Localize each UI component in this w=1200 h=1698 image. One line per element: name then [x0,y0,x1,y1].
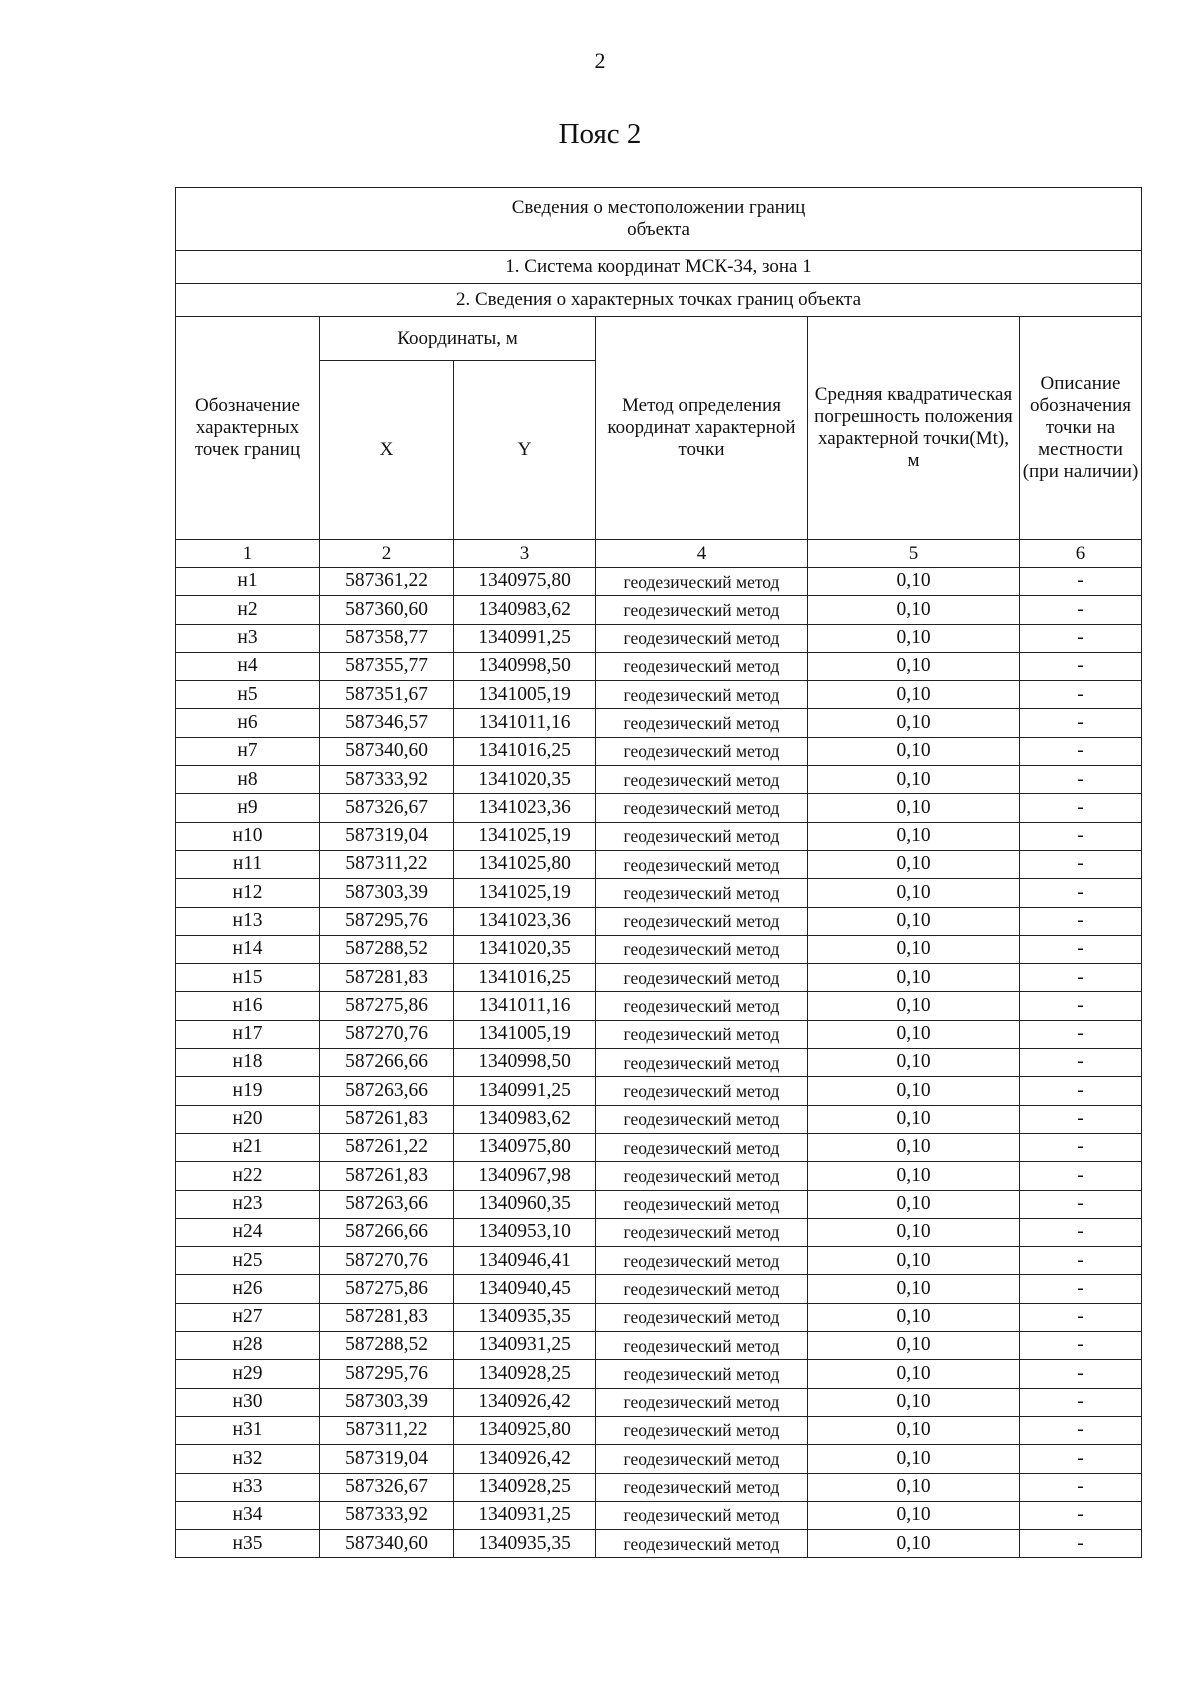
y-cell: 1340953,10 [454,1218,596,1246]
description-cell: - [1020,907,1142,935]
description-cell: - [1020,850,1142,878]
table-row [176,794,1142,822]
description-cell: - [1020,624,1142,652]
y-header: Y [454,361,596,540]
table-row [176,624,1142,652]
x-cell: 587340,60 [320,737,454,765]
x-cell: 587275,86 [320,1275,454,1303]
point-cell: н2 [176,596,320,624]
y-cell: 1341025,80 [454,850,596,878]
y-cell: 1340998,50 [454,652,596,680]
column-number: 4 [596,540,808,568]
method-cell: геодезический метод [596,850,808,878]
point-cell: н3 [176,624,320,652]
point-cell: н21 [176,1133,320,1161]
x-cell: 587355,77 [320,652,454,680]
x-cell: 587319,04 [320,1445,454,1473]
description-cell: - [1020,822,1142,850]
mt-cell: 0,10 [808,935,1020,963]
point-cell: н35 [176,1530,320,1558]
mt-cell: 0,10 [808,1105,1020,1133]
method-cell: геодезический метод [596,1218,808,1246]
point-cell: н12 [176,879,320,907]
column-number: 3 [454,540,596,568]
mt-cell: 0,10 [808,624,1020,652]
point-cell: н16 [176,992,320,1020]
description-cell: - [1020,1445,1142,1473]
description-cell: - [1020,794,1142,822]
table-row [176,737,1142,765]
y-cell: 1341011,16 [454,992,596,1020]
mt-cell: 0,10 [808,850,1020,878]
mt-cell: 0,10 [808,1530,1020,1558]
y-cell: 1340967,98 [454,1162,596,1190]
table-row [176,935,1142,963]
y-cell: 1340935,35 [454,1530,596,1558]
x-cell: 587261,83 [320,1162,454,1190]
method-cell: геодезический метод [596,822,808,850]
column-number: 6 [1020,540,1142,568]
table-row [176,1105,1142,1133]
boundary-coordinates-table [175,187,1142,1558]
point-cell: н28 [176,1332,320,1360]
table-row [176,822,1142,850]
description-cell: - [1020,1360,1142,1388]
method-cell: геодезический метод [596,1360,808,1388]
description-cell: - [1020,1218,1142,1246]
mt-cell: 0,10 [808,822,1020,850]
x-cell: 587303,39 [320,879,454,907]
y-cell: 1341020,35 [454,935,596,963]
table-row [176,907,1142,935]
method-cell: геодезический метод [596,1501,808,1529]
method-cell: геодезический метод [596,1020,808,1048]
description-cell: - [1020,596,1142,624]
description-cell: - [1020,1247,1142,1275]
method-header: Метод определения координат характерной точки [596,317,808,540]
mt-cell: 0,10 [808,1332,1020,1360]
mt-cell: 0,10 [808,879,1020,907]
point-cell: н15 [176,964,320,992]
description-cell: - [1020,681,1142,709]
table-row [176,879,1142,907]
description-cell: - [1020,1190,1142,1218]
method-cell: геодезический метод [596,1445,808,1473]
point-cell: н7 [176,737,320,765]
point-cell: н5 [176,681,320,709]
table-row [176,1445,1142,1473]
description-cell: - [1020,1275,1142,1303]
description-cell: - [1020,737,1142,765]
mt-cell: 0,10 [808,992,1020,1020]
method-cell: геодезический метод [596,1077,808,1105]
x-cell: 587263,66 [320,1190,454,1218]
point-cell: н25 [176,1247,320,1275]
table-row [176,1020,1142,1048]
point-cell: н34 [176,1501,320,1529]
x-cell: 587295,76 [320,1360,454,1388]
x-cell: 587351,67 [320,681,454,709]
method-cell: геодезический метод [596,935,808,963]
table-row [176,1303,1142,1331]
mt-cell: 0,10 [808,964,1020,992]
method-cell: геодезический метод [596,879,808,907]
method-cell: геодезический метод [596,1049,808,1077]
table-title-line2: объекта [627,219,690,240]
y-cell: 1340998,50 [454,1049,596,1077]
point-cell: н27 [176,1303,320,1331]
y-cell: 1341023,36 [454,794,596,822]
method-cell: геодезический метод [596,964,808,992]
point-cell: н26 [176,1275,320,1303]
mt-cell: 0,10 [808,1416,1020,1444]
table-row [176,1218,1142,1246]
y-cell: 1341025,19 [454,822,596,850]
mt-cell: 0,10 [808,1388,1020,1416]
description-cell: - [1020,935,1142,963]
description-cell: - [1020,964,1142,992]
method-cell: геодезический метод [596,652,808,680]
table-row [176,652,1142,680]
method-cell: геодезический метод [596,568,808,596]
table-row [176,964,1142,992]
mt-cell: 0,10 [808,1360,1020,1388]
x-cell: 587326,67 [320,794,454,822]
y-cell: 1341011,16 [454,709,596,737]
table-row [176,1501,1142,1529]
table-row [176,681,1142,709]
method-cell: геодезический метод [596,1473,808,1501]
table-row [176,1473,1142,1501]
table-row [176,1190,1142,1218]
method-cell: геодезический метод [596,794,808,822]
point-cell: н29 [176,1360,320,1388]
error-header: Средняя квадратическая погрешность положения характерной точки(Mt), м [808,317,1020,540]
x-cell: 587311,22 [320,1416,454,1444]
point-cell: н10 [176,822,320,850]
y-cell: 1340935,35 [454,1303,596,1331]
mt-cell: 0,10 [808,1445,1020,1473]
point-cell: н22 [176,1162,320,1190]
point-cell: н20 [176,1105,320,1133]
point-cell: н17 [176,1020,320,1048]
y-cell: 1341025,19 [454,879,596,907]
table-row [176,1162,1142,1190]
y-cell: 1340991,25 [454,1077,596,1105]
y-cell: 1340931,25 [454,1332,596,1360]
x-cell: 587340,60 [320,1530,454,1558]
x-cell: 587281,83 [320,1303,454,1331]
y-cell: 1340975,80 [454,568,596,596]
table-row [176,568,1142,596]
mt-cell: 0,10 [808,1077,1020,1105]
y-cell: 1340925,80 [454,1416,596,1444]
description-cell: - [1020,1473,1142,1501]
method-cell: геодезический метод [596,709,808,737]
description-cell: - [1020,709,1142,737]
point-cell: н8 [176,766,320,794]
description-cell: - [1020,1049,1142,1077]
mt-cell: 0,10 [808,1020,1020,1048]
description-cell: - [1020,1501,1142,1529]
point-cell: н9 [176,794,320,822]
x-cell: 587319,04 [320,822,454,850]
x-cell: 587361,22 [320,568,454,596]
mt-cell: 0,10 [808,1049,1020,1077]
description-cell: - [1020,1077,1142,1105]
x-cell: 587270,76 [320,1020,454,1048]
x-cell: 587288,52 [320,1332,454,1360]
method-cell: геодезический метод [596,1275,808,1303]
y-cell: 1341005,19 [454,681,596,709]
x-cell: 587303,39 [320,1388,454,1416]
coordinates-header: Координаты, м [320,317,596,361]
x-cell: 587358,77 [320,624,454,652]
table-row [176,1530,1142,1558]
y-cell: 1341020,35 [454,766,596,794]
table-row [176,850,1142,878]
method-cell: геодезический метод [596,1303,808,1331]
method-cell: геодезический метод [596,596,808,624]
y-cell: 1340940,45 [454,1275,596,1303]
method-cell: геодезический метод [596,1530,808,1558]
method-cell: геодезический метод [596,1105,808,1133]
method-cell: геодезический метод [596,624,808,652]
y-cell: 1340983,62 [454,596,596,624]
method-cell: геодезический метод [596,1388,808,1416]
point-cell: н6 [176,709,320,737]
table-row [176,1049,1142,1077]
method-cell: геодезический метод [596,1416,808,1444]
mt-cell: 0,10 [808,1162,1020,1190]
table-row [176,992,1142,1020]
table-row [176,1416,1142,1444]
x-cell: 587333,92 [320,1501,454,1529]
mt-cell: 0,10 [808,1218,1020,1246]
point-cell: н23 [176,1190,320,1218]
x-cell: 587263,66 [320,1077,454,1105]
mt-cell: 0,10 [808,907,1020,935]
y-cell: 1340926,42 [454,1445,596,1473]
table-row [176,1077,1142,1105]
y-cell: 1340931,25 [454,1501,596,1529]
point-cell: н14 [176,935,320,963]
description-cell: - [1020,1020,1142,1048]
description-cell: - [1020,1388,1142,1416]
description-cell: - [1020,568,1142,596]
x-cell: 587333,92 [320,766,454,794]
x-cell: 587288,52 [320,935,454,963]
point-cell: н4 [176,652,320,680]
x-cell: 587261,83 [320,1105,454,1133]
y-cell: 1340928,25 [454,1360,596,1388]
y-cell: 1340946,41 [454,1247,596,1275]
column-header-row [176,317,1142,361]
y-cell: 1340926,42 [454,1388,596,1416]
table-body [176,568,1142,1558]
x-cell: 587266,66 [320,1049,454,1077]
mt-cell: 0,10 [808,766,1020,794]
method-cell: геодезический метод [596,992,808,1020]
table-row [176,1275,1142,1303]
points-header-cell: 2. Сведения о характерных точках границ объекта [176,284,1142,317]
description-cell: - [1020,1105,1142,1133]
method-cell: геодезический метод [596,1247,808,1275]
y-cell: 1340960,35 [454,1190,596,1218]
description-header: Описание обозначения точки на местности (при наличии) [1020,317,1142,540]
mt-cell: 0,10 [808,1473,1020,1501]
mt-cell: 0,10 [808,652,1020,680]
description-cell: - [1020,652,1142,680]
method-cell: геодезический метод [596,1162,808,1190]
x-cell: 587281,83 [320,964,454,992]
description-cell: - [1020,1530,1142,1558]
description-cell: - [1020,1133,1142,1161]
column-number: 2 [320,540,454,568]
y-cell: 1340983,62 [454,1105,596,1133]
x-cell: 587326,67 [320,1473,454,1501]
point-cell: н19 [176,1077,320,1105]
coordinate-system-cell: 1. Система координат МСК-34, зона 1 [176,251,1142,284]
column-number-row [176,540,1142,568]
mt-cell: 0,10 [808,681,1020,709]
table-row [176,1332,1142,1360]
mt-cell: 0,10 [808,1275,1020,1303]
description-cell: - [1020,1332,1142,1360]
y-cell: 1340991,25 [454,624,596,652]
table-row [176,766,1142,794]
x-cell: 587266,66 [320,1218,454,1246]
mt-cell: 0,10 [808,596,1020,624]
y-cell: 1341016,25 [454,964,596,992]
column-number: 5 [808,540,1020,568]
x-cell: 587270,76 [320,1247,454,1275]
table-row [176,596,1142,624]
mt-cell: 0,10 [808,709,1020,737]
x-cell: 587346,57 [320,709,454,737]
method-cell: геодезический метод [596,907,808,935]
mt-cell: 0,10 [808,1303,1020,1331]
mt-cell: 0,10 [808,1501,1020,1529]
point-cell: н24 [176,1218,320,1246]
description-cell: - [1020,1416,1142,1444]
mt-cell: 0,10 [808,1190,1020,1218]
designation-header: Обозначение характерных точек границ [176,317,320,540]
table-row [176,1388,1142,1416]
x-cell: 587275,86 [320,992,454,1020]
mt-cell: 0,10 [808,794,1020,822]
description-cell: - [1020,879,1142,907]
description-cell: - [1020,766,1142,794]
method-cell: геодезический метод [596,1133,808,1161]
page-title: Пояс 2 [558,118,642,150]
method-cell: геодезический метод [596,681,808,709]
table-row [176,709,1142,737]
y-cell: 1341005,19 [454,1020,596,1048]
mt-cell: 0,10 [808,568,1020,596]
point-cell: н1 [176,568,320,596]
description-cell: - [1020,1303,1142,1331]
point-cell: н33 [176,1473,320,1501]
y-cell: 1340975,80 [454,1133,596,1161]
y-cell: 1341023,36 [454,907,596,935]
point-cell: н13 [176,907,320,935]
description-cell: - [1020,1162,1142,1190]
point-cell: н30 [176,1388,320,1416]
table-row [176,1360,1142,1388]
table-row [176,1247,1142,1275]
method-cell: геодезический метод [596,1332,808,1360]
points-header-row [176,284,1142,317]
method-cell: геодезический метод [596,737,808,765]
x-cell: 587261,22 [320,1133,454,1161]
mt-cell: 0,10 [808,1133,1020,1161]
point-cell: н18 [176,1049,320,1077]
description-cell: - [1020,992,1142,1020]
point-cell: н32 [176,1445,320,1473]
table-title-row [176,188,1142,251]
column-number: 1 [176,540,320,568]
table-row [176,1133,1142,1161]
point-cell: н11 [176,850,320,878]
method-cell: геодезический метод [596,1190,808,1218]
table-title-cell [176,188,1142,251]
y-cell: 1341016,25 [454,737,596,765]
x-cell: 587311,22 [320,850,454,878]
x-header: X [320,361,454,540]
mt-cell: 0,10 [808,737,1020,765]
method-cell: геодезический метод [596,766,808,794]
mt-cell: 0,10 [808,1247,1020,1275]
x-cell: 587295,76 [320,907,454,935]
coordinate-system-row [176,251,1142,284]
x-cell: 587360,60 [320,596,454,624]
table-title-line1: Сведения о местоположении границ [511,197,806,219]
y-cell: 1340928,25 [454,1473,596,1501]
point-cell: н31 [176,1416,320,1444]
page-number: 2 [594,48,606,73]
